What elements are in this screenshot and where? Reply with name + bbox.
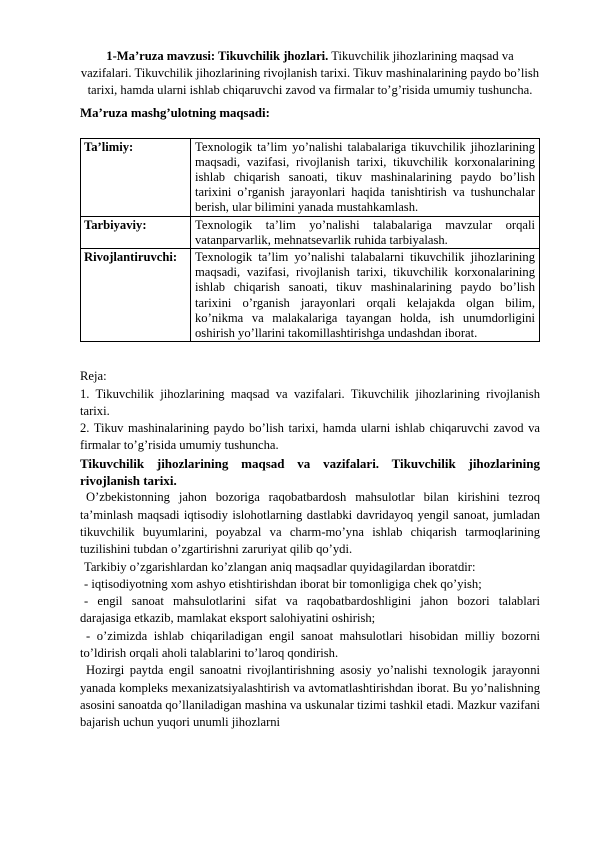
- lecture-title-rest: Tikuvchilik jihozlarining maqsad va vazifalari. Tikuvchilik jihozlarining rivojlanish tarixi. Tikuv mashinalarining paydo bo’lish tarixi, hamda ularni ishlab chiqaruvchi zavod va firmalar to’g’risida umumiy tushuncha.: [80, 49, 540, 98]
- table-row: [81, 249, 540, 342]
- list-item: - iqtisodiyotning xom ashyo etishtirishdan iborat bir tomonligiga chek qo’yish;: [84, 576, 482, 591]
- plan-heading: Reja:: [80, 369, 107, 384]
- lecture-title-bold: 1-Ma’ruza mavzusi: Tikuvchilik jhozlari.: [106, 49, 329, 63]
- goal-text: Texnologik ta’lim yo’nalishi talabalarni tikuvchilik jihozlarining maqsadi, vazifasi, rivojlanish tarixi, tikuvchilik korxonalarining ishlab chiqarish sanoati, tikuv mashinalarining paydo bo’lish tarixini o’rganish jarayonlari orqali kelajakda olgan bilim, ko’nikma va malakalariga tayangan holda, ish unumdorligini oshirish yo’llarini takomillashtirishga undashdan iborat.: [191, 249, 540, 342]
- paragraph: Tarkibiy o’zgarishlardan ko’zlangan aniq maqsadlar quyidagilardan iboratdir:: [84, 559, 476, 574]
- plan-item: 1. Tikuvchilik jihozlarining maqsad va vazifalari. Tikuvchilik jihozlarining rivojlanish tarixi.: [80, 386, 540, 418]
- list-item: - o’zimizda ishlab chiqariladigan engil sanoat mahsulotlari hisobidan milliy bozorni to’ldirish orqali aholi talablarini to’laroq qondirish.: [80, 628, 540, 660]
- table-row: [81, 216, 540, 248]
- list-item: - engil sanoat mahsulotlarini sifat va raqobatbardoshligini jahon bozori talablari darajasiga etkazib, mamlakat eksport salohiyatini oshirish;: [80, 594, 540, 626]
- goal-label: Rivojlantiruvchi:: [81, 249, 191, 342]
- lecture-title: [80, 48, 540, 100]
- goals-heading: Ma’ruza mashg’ulotning maqsadi:: [80, 105, 270, 120]
- document-body: [80, 368, 540, 731]
- goal-label: Ta’limiy:: [81, 138, 191, 216]
- document-page: [80, 48, 540, 731]
- plan-item: 2. Tikuv mashinalarining paydo bo’lish tarixi, hamda ularni ishlab chiqaruvchi zavod va firmalar to’g’risida umumiy tushuncha.: [80, 421, 540, 453]
- table-row: [81, 138, 540, 216]
- goal-text: Texnologik ta’lim yo’nalishi talabalariga mavzular orqali vatanparvarlik, mehnatsevarlik ruhida tarbiyalash.: [191, 216, 540, 248]
- goal-label: Tarbiyaviy:: [81, 216, 191, 248]
- goal-text: Texnologik ta’lim yo’nalishi talabalariga tikuvchilik jihozlarining maqsadi, vazifasi, rivojlanish tarixi, tikuvchilik korxonalarining ishlab chiqarish sanoati, tikuv mashinalarining paydo bo’lish tarixini o’rganish jarayonlari haqida tanishtirish va tushunchalar berish, ular bilimini yanada mustahkamlash.: [191, 138, 540, 216]
- goals-table: [80, 138, 540, 343]
- paragraph: O’zbekistonning jahon bozoriga raqobatbardosh mahsulotlar bilan kirishini tezroq ta’minlash maqsadi iqtisodiy islohotlarning dastlabki davridayoq yengil sanoat, jumladan tikuvchilik buyumlarini, poyabzal va charm-mo’yna ishlab chiqarish tarmoqlarining tuzilishini tubdan o’zgartirishni zaruriyat qilib qo’ydi.: [80, 490, 540, 557]
- paragraph: Hozirgi paytda engil sanoatni rivojlantirishning asosiy yo’nalishi texnologik jarayonni yanada kompleks mexanizatsiyalashtirish va avtomatlashtirishdan iborat. Bu yo’nalishning asosini sanoatda qo’llaniladigan mashina va uskunalar tizimi tashkil etadi. Mazkur vazifani bajarish uchun yuqori unumli jihozlarni: [80, 663, 540, 730]
- section-title: Tikuvchilik jihozlarining maqsad va vazifalari. Tikuvchilik jihozlarining rivojlanish tarixi.: [80, 455, 540, 489]
